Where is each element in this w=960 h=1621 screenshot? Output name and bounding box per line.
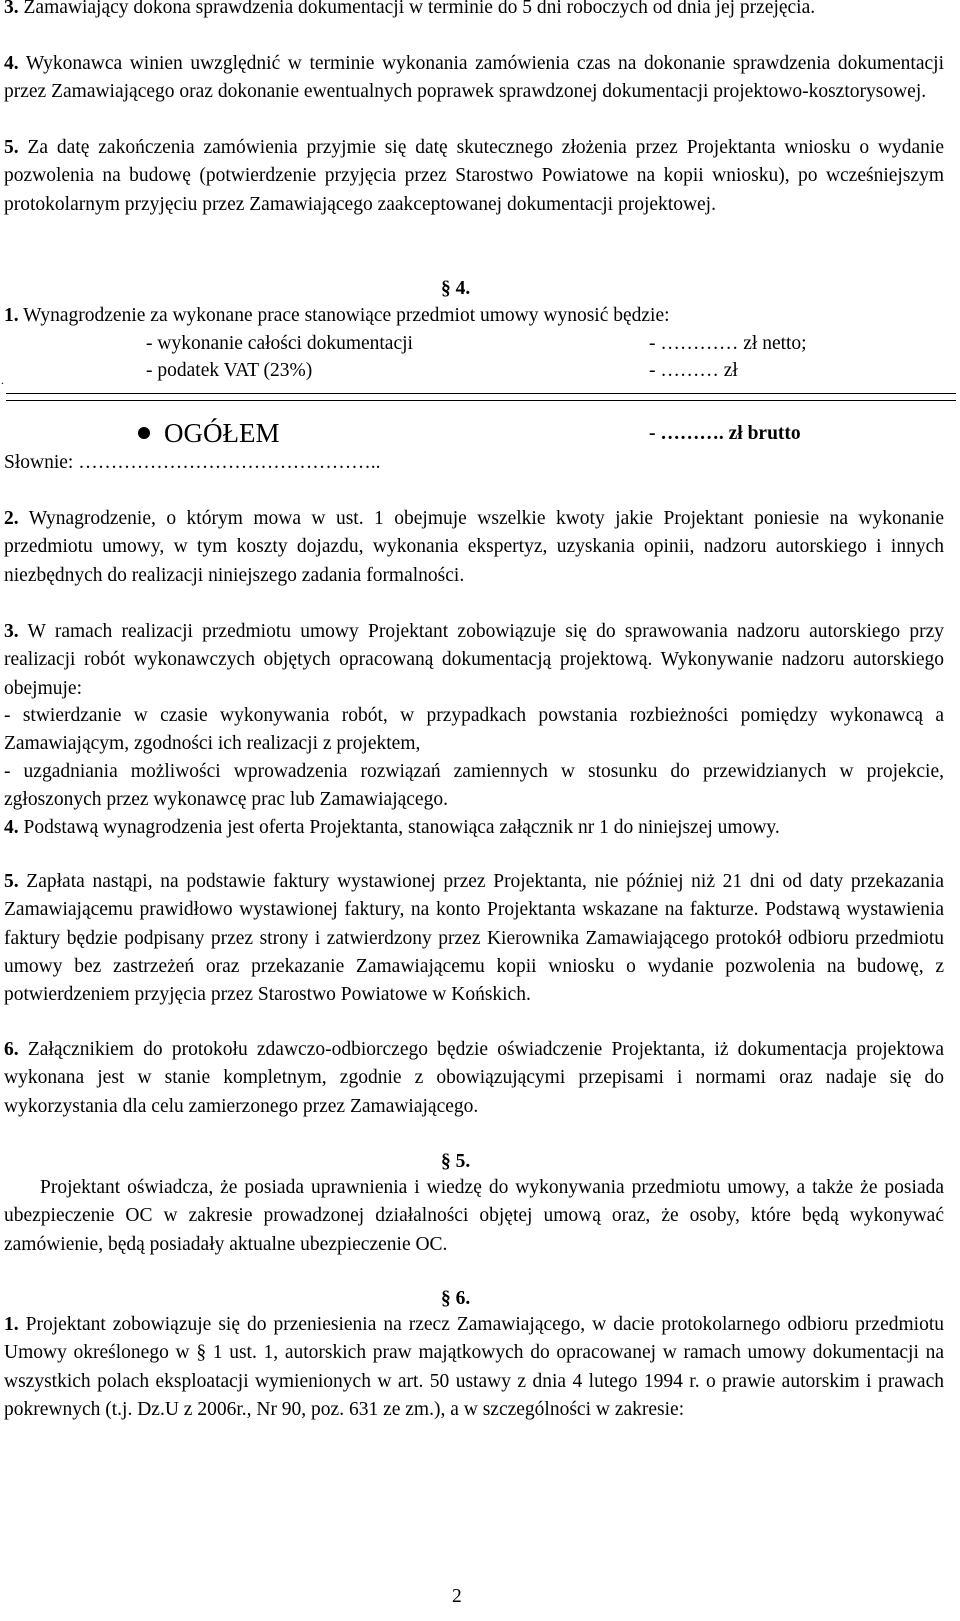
- total-rule-bottom: [6, 400, 956, 401]
- paragraph-number: 1.: [4, 305, 19, 326]
- bullet-icon: [138, 427, 150, 439]
- paragraph-4: [4, 50, 944, 107]
- paragraph-number: 3.: [4, 621, 19, 642]
- paragraph-text: Projektant zobowiązuje się do przeniesienia na rzecz Zamawiającego, w dacie protokolarnego odbioru przedmiotu Umowy określonego w § 1 ust. 1, autorskich praw majątkowych do opracowanej w ramach umowy dokumentacji na wszystkich polach eksploatacji wymienionych w art. 50 ustawy z dnia 4 lutego 1994 r. o prawie autorskim i prawach pokrewnych (t.j. Dz.U z 2006r., Nr 90, poz. 631 ze zm.), a w szczególności w zakresie:: [4, 1314, 944, 1420]
- paragraph-number: 6.: [4, 1039, 19, 1060]
- net-amount-value: - ………… zł netto;: [649, 333, 807, 354]
- remuneration-intro: [4, 302, 670, 330]
- paragraph-3b: [4, 618, 944, 703]
- paragraph-text: Zamawiający dokona sprawdzenia dokumentacji w terminie do 5 dni roboczych od dnia jej przejęcia.: [18, 0, 816, 18]
- supervision-item-1: [4, 702, 944, 759]
- paragraph-text: - stwierdzanie w czasie wykonywania robót, w przypadkach powstania rozbieżności pomiędzy wykonawcą a Zamawiającym, zgodności ich realizacji z projektem,: [4, 705, 944, 755]
- paragraph-text: W ramach realizacji przedmiotu umowy Projektant zobowiązuje się do sprawowania nadzoru autorskiego przy realizacji robót wykonawczych objętych opracowaną dokumentacją projektową. Wykonywanie nadzoru autorskiego obejmuje:: [4, 621, 944, 699]
- section-4-heading: § 4.: [441, 278, 471, 299]
- paragraph-text: Zapłata nastąpi, na podstawie faktury wystawionej przez Projektanta, nie później niż 21 dni od daty przekazania Zamawiającemu prawidłowo wystawionej faktury, na konto Projektanta wskazane na fakturze. Podstawą wystawienia faktury będzie podpisany przez strony i zatwierdzony przez Kierownika Zamawiającego protokół odbioru przedmiotu umowy bez zastrzeżeń oraz przekazanie Zamawiającemu kopii wniosku o wydanie pozwolenia na budowę, z potwierdzeniem przyjęcia przez Starostwo Powiatowe w Końskich.: [4, 871, 944, 1006]
- paragraph-text: Wynagrodzenie, o którym mowa w ust. 1 obejmuje wszelkie kwoty jakie Projektant poniesie na wykonanie przedmiotu umowy, w tym koszty dojazdu, wykonania ekspertyz, uzyskania opinii, nadzoru autorskiego i innych niezbędnych do realizacji niniejszego zadania formalności.: [4, 508, 944, 586]
- paragraph-3: [4, 0, 944, 22]
- stray-dot: .: [1, 373, 4, 387]
- section-6-paragraph-1: [4, 1311, 944, 1424]
- amount-in-words: Słownie: ………………………………………..: [4, 452, 381, 473]
- paragraph-text: - uzgadniania możliwości wprowadzenia rozwiązań zamiennych w stosunku do przewidzianych w projekcie, zgłoszonych przez wykonawcę prac lub Zamawiającego.: [4, 761, 944, 811]
- paragraph-5b: [4, 868, 944, 1009]
- paragraph-number: 4.: [4, 53, 19, 74]
- paragraph-number: 1.: [4, 1314, 19, 1335]
- page-number: 2: [452, 1586, 462, 1607]
- paragraph-number: 5.: [4, 871, 19, 892]
- paragraph-number: 2.: [4, 508, 19, 529]
- total-rule-top: [6, 393, 956, 394]
- total-value: - ………. zł brutto: [649, 423, 801, 444]
- paragraph-5: [4, 134, 944, 219]
- net-amount-label: - wykonanie całości dokumentacji: [146, 333, 413, 354]
- paragraph-number: 5.: [4, 137, 19, 158]
- section-5-heading: § 5.: [441, 1151, 471, 1172]
- section-6-heading: § 6.: [441, 1288, 471, 1309]
- paragraph-6: [4, 1036, 944, 1121]
- paragraph-text: Wynagrodzenie za wykonane prace stanowiące przedmiot umowy wynosić będzie:: [18, 305, 670, 326]
- vat-amount-label: - podatek VAT (23%): [146, 360, 313, 381]
- paragraph-2: [4, 505, 944, 590]
- paragraph-text: Załącznikiem do protokołu zdawczo-odbiorczego będzie oświadczenie Projektanta, iż dokumentacja projektowa wykonana jest w stanie kompletnym, zgodnie z obowiązującymi przepisami i normami oraz nadaje się do wykorzystania dla celu zamierzonego przez Zamawiającego.: [4, 1039, 944, 1117]
- paragraph-number: 4.: [4, 817, 19, 838]
- paragraph-4b: [4, 814, 944, 842]
- paragraph-text: Za datę zakończenia zamówienia przyjmie się datę skutecznego złożenia przez Projektanta wniosku o wydanie pozwolenia na budowę (potwierdzenie przyjęcia przez Starostwo Powiatowe na kopii wniosku), po wcześniejszym protokolarnym przyjęciu przez Zamawiającego zaakceptowanej dokumentacji projektowej.: [4, 137, 944, 215]
- section-5-text: Projektant oświadcza, że posiada uprawnienia i wiedzę do wykonywania przedmiotu umowy, a także że posiada ubezpieczenie OC w zakresie prowadzonej działalności objętej umową oraz, że osoby, które będą wykonywać zamówienie, będą posiadały aktualne ubezpieczenie OC.: [4, 1177, 944, 1255]
- supervision-item-2: [4, 758, 944, 815]
- paragraph-text: Podstawą wynagrodzenia jest oferta Projektanta, stanowiąca załącznik nr 1 do niniejszej umowy.: [18, 817, 780, 838]
- paragraph-number: 3.: [4, 0, 19, 18]
- paragraph-text: Wykonawca winien uwzględnić w terminie wykonania zamówienia czas na dokonanie sprawdzenia dokumentacji przez Zamawiającego oraz dokonanie ewentualnych poprawek sprawdzonej dokumentacji projektowo-kosztorysowej.: [4, 53, 944, 103]
- vat-amount-value: - ……… zł: [649, 360, 738, 381]
- total-label: OGÓŁEM: [164, 418, 280, 448]
